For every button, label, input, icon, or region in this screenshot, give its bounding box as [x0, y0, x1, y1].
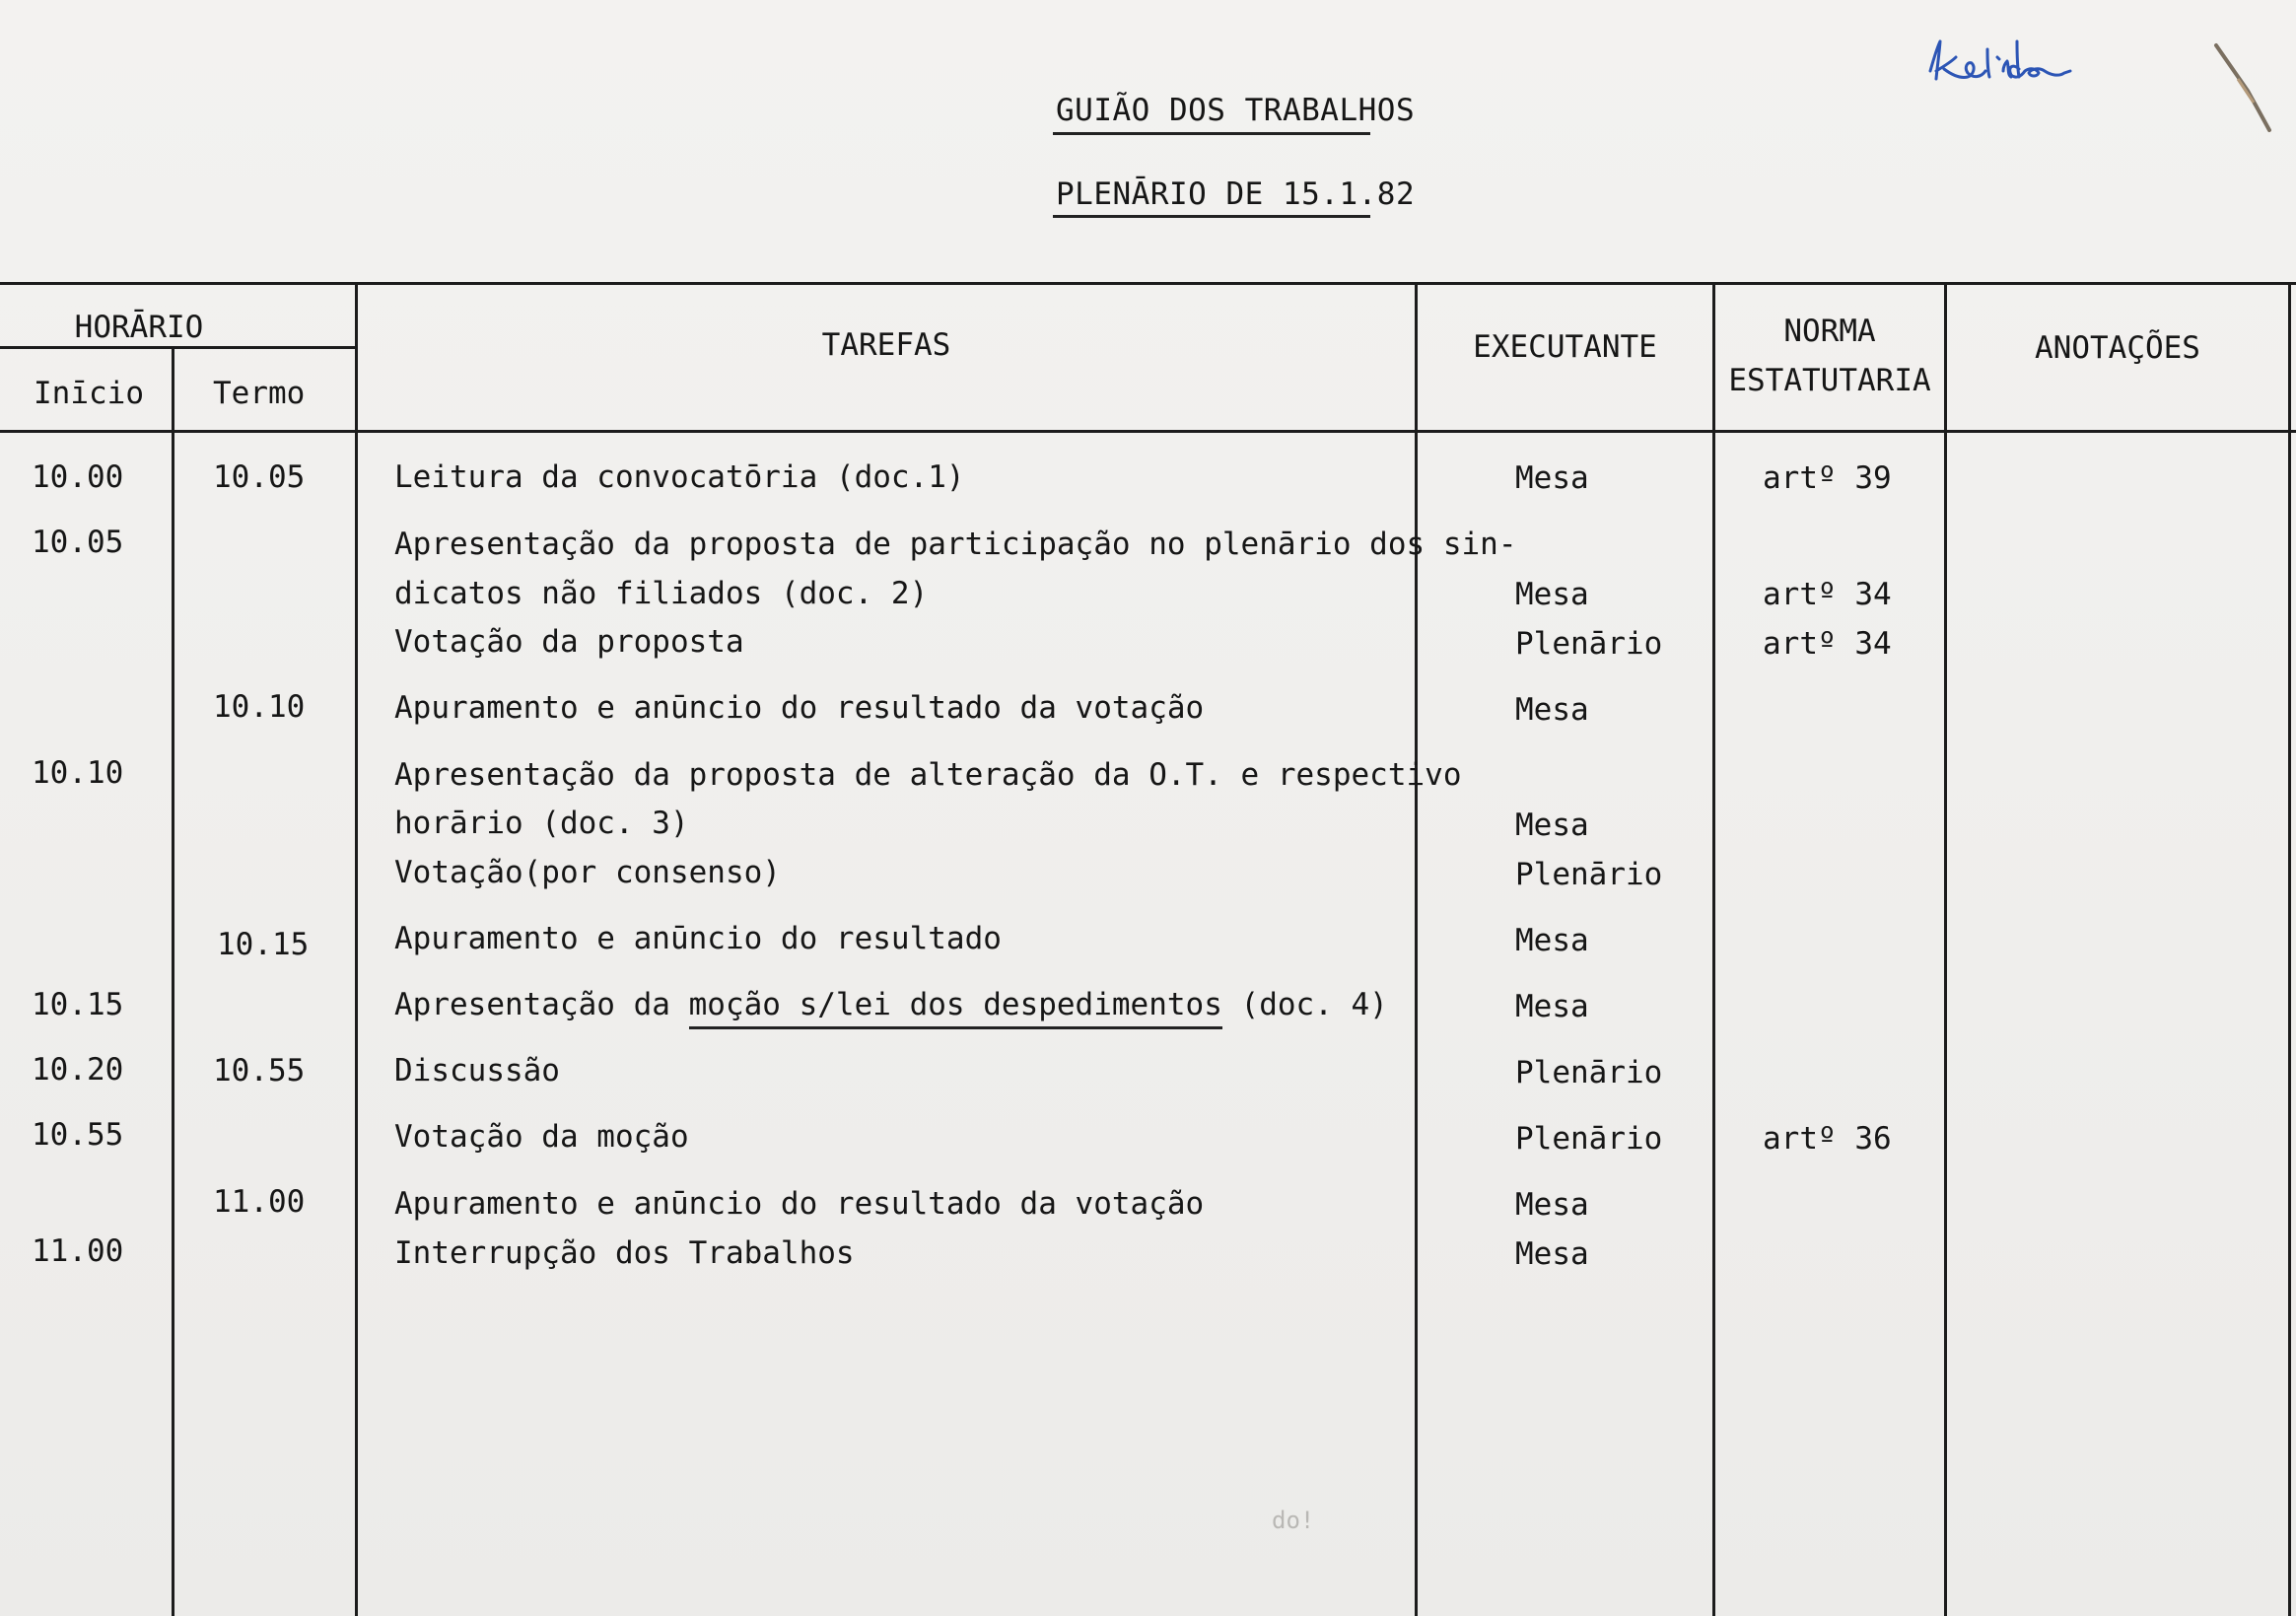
row-0-termo: 10.05 [213, 459, 306, 495]
row-11-inicio: 10.55 [32, 1117, 124, 1153]
row-11-tarefa: Votação da moção [394, 1119, 689, 1155]
row-12-executante: Mesa [1515, 1187, 1589, 1223]
row-0-executante: Mesa [1515, 460, 1589, 496]
row-11-norma: artº 36 [1763, 1121, 1892, 1157]
row-13-tarefa: Interrupção dos Trabalhos [394, 1235, 855, 1271]
row-10-inicio: 10.20 [32, 1052, 124, 1088]
row-13-executante: Mesa [1515, 1236, 1589, 1272]
row-7-tarefa: Votação(por consenso) [394, 855, 781, 890]
handwritten-signature [1922, 28, 2120, 97]
row-9-tarefa-post: (doc. 4) [1221, 987, 1388, 1022]
row-9-tarefa-pre: Apresentação da [394, 987, 689, 1022]
table-right-border [2288, 282, 2291, 1616]
row-8-termo: 10.15 [217, 927, 310, 962]
document-title: GUIÃO DOS TRABALHOS [1056, 93, 1416, 128]
row-3-tarefa: Votação da proposta [394, 624, 744, 660]
row-6-executante: Mesa [1515, 808, 1589, 843]
header-inicio: Inīcio [34, 376, 144, 411]
row-8-tarefa: Apuramento e anūncio do resultado [394, 921, 1002, 956]
row-9-tarefa [394, 987, 1388, 1022]
row-0-norma: artº 39 [1763, 460, 1892, 496]
row-10-termo: 10.55 [213, 1053, 306, 1089]
row-0-tarefa: Leitura da convocatōria (doc.1) [394, 459, 965, 495]
row-1-inicio: 10.05 [32, 525, 124, 560]
row-5-inicio: 10.10 [32, 755, 124, 791]
executante-norma-divider [1712, 282, 1715, 1616]
document-subtitle: PLENĀRIO DE 15.1.82 [1056, 176, 1416, 212]
table-top-border [0, 282, 2296, 285]
row-1-tarefa: Apresentação da proposta de participação no plenārio dos sin- [394, 527, 1517, 562]
row-2-norma: artº 34 [1763, 577, 1892, 612]
row-12-tarefa: Apuramento e anūncio do resultado da votação [394, 1186, 1205, 1222]
row-0-inicio: 10.00 [32, 459, 124, 495]
row-9-executante: Mesa [1515, 989, 1589, 1024]
horario-tarefas-divider [355, 282, 358, 1616]
row-10-tarefa: Discussão [394, 1053, 560, 1089]
row-9-tarefa-underlined: moção s/lei dos despedimentos [689, 987, 1222, 1029]
row-8-executante: Mesa [1515, 923, 1589, 958]
title-underline [1053, 132, 1370, 135]
row-2-executante: Mesa [1515, 577, 1589, 612]
norma-anotacoes-divider [1944, 282, 1947, 1616]
row-4-tarefa: Apuramento e anūncio do resultado da votação [394, 690, 1205, 726]
row-6-tarefa: horārio (doc. 3) [394, 806, 689, 841]
horario-divider [0, 346, 358, 349]
row-3-executante: Plenārio [1515, 626, 1663, 662]
row-7-executante: Plenārio [1515, 857, 1663, 892]
row-4-executante: Mesa [1515, 692, 1589, 728]
header-executante: EXECUTANTE [1473, 329, 1657, 365]
staple-mark-icon [2208, 39, 2296, 138]
header-norma-line2: ESTATUTARIA [1728, 363, 1931, 398]
row-13-inicio: 11.00 [32, 1233, 124, 1269]
row-4-termo: 10.10 [213, 689, 306, 725]
row-11-executante: Plenārio [1515, 1121, 1663, 1157]
header-tarefas: TAREFAS [821, 327, 951, 363]
row-12-termo: 11.00 [213, 1184, 306, 1220]
row-3-norma: artº 34 [1763, 626, 1892, 662]
row-9-inicio: 10.15 [32, 987, 124, 1022]
faint-mark: do! [1272, 1507, 1315, 1534]
header-norma-line1: NORMA [1783, 314, 1876, 349]
row-2-tarefa: dicatos não filiados (doc. 2) [394, 576, 929, 611]
inicio-termo-divider [172, 346, 174, 1616]
header-termo: Termo [213, 376, 306, 411]
header-bottom-border [0, 430, 2296, 433]
row-5-tarefa: Apresentação da proposta de alteração da O.T. e respectivo [394, 757, 1462, 793]
subtitle-underline [1053, 215, 1370, 218]
row-10-executante: Plenārio [1515, 1055, 1663, 1090]
header-horario: HORĀRIO [74, 310, 204, 345]
header-anotacoes: ANOTAÇÕES [2035, 330, 2200, 366]
tarefas-executante-divider [1415, 282, 1418, 1616]
